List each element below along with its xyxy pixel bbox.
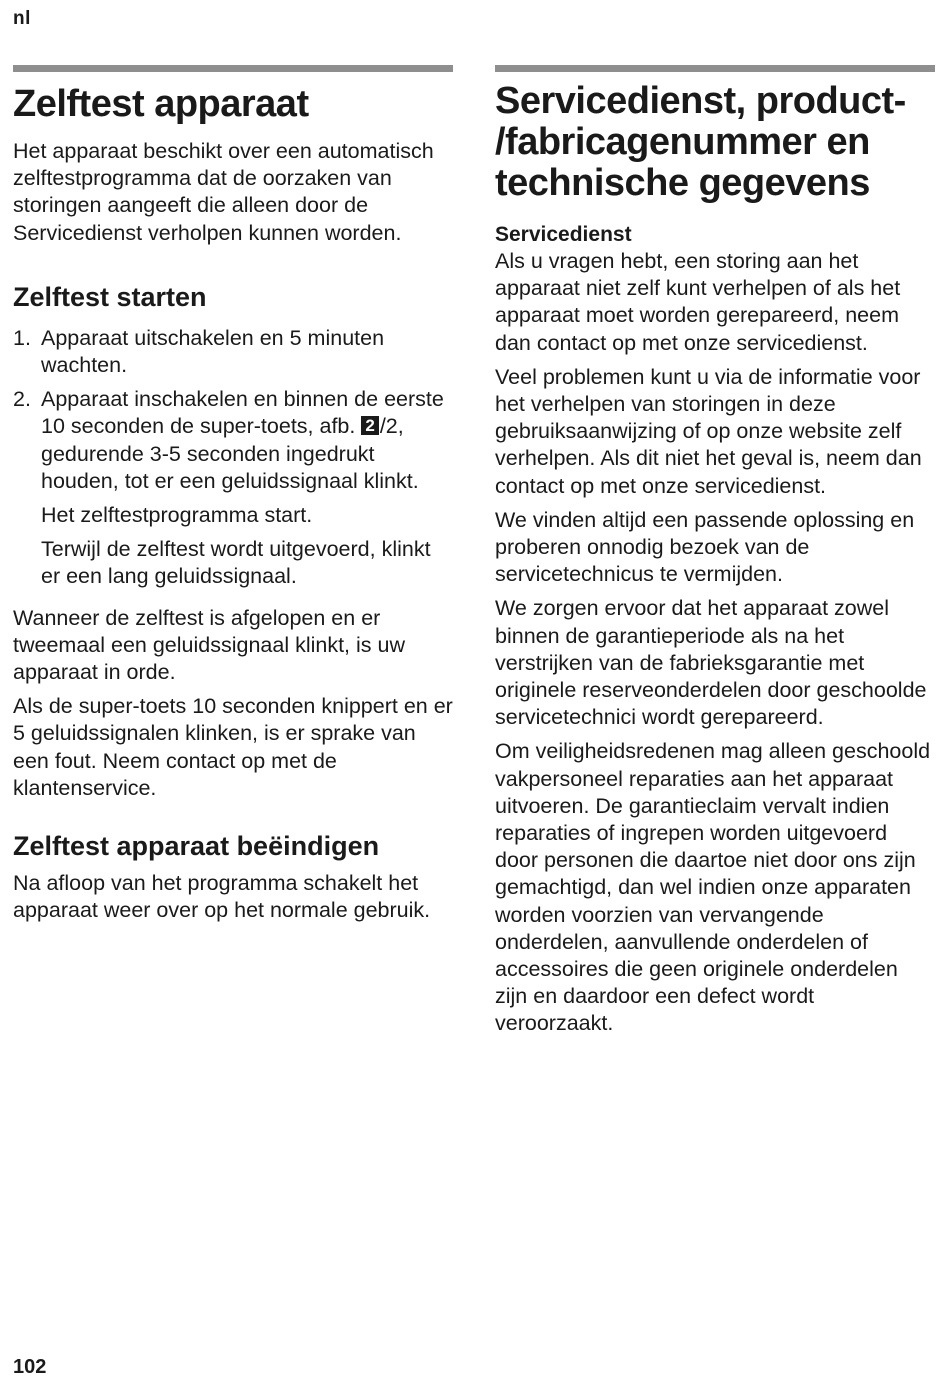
step-text-continued: /2, gedurende 3-5 seconden ingedrukt houden, tot er een geluidssignaal klinkt. [41,414,419,493]
step-item [13,386,453,495]
service-paragraph: We vinden altijd een passende oplossing en proberen onnodig bezoek van de servicetechnicus te vermijden. [495,507,915,587]
service-paragraph: We zorgen ervoor dat het apparaat zowel binnen de garantieperiode als na het verstrijken van de fabrieksgarantie met originele reserveonderdelen door geschoolde servicetechnici wordt gerepareerd. [495,596,927,730]
step-note: Terwijl de zelftest wordt uitgevoerd, klinkt er een lang geluidssignaal. [41,537,431,589]
start-heading: Zelftest starten [13,281,207,312]
service-title-line: technische gegevens [495,162,870,204]
section-rule [13,65,453,72]
service-paragraph: Om veiligheidsredenen mag alleen geschoold vakpersoneel reparaties aan het apparaat uitvoeren. De garantieclaim vervalt indien reparaties of ingrepen worden uitgevoerd door personen die daartoe niet door ons zijn gemachtigd, dan wel indien onze apparaten worden voorzien van vervangende onderdelen, aanvullende onderdelen of accessoires die geen originele onderdelen zijn en daardoor een defect wordt veroorzaakt. [495,739,931,1036]
page-number: 102 [13,1356,47,1378]
service-paragraph: Als u vragen hebt, een storing aan het apparaat niet zelf kunt verhelpen of als het apparaat moet worden gerepareerd, neem dan contact op met onze servicedienst. [495,249,901,355]
end-heading: Zelftest apparaat beëindigen [13,831,380,862]
service-subheading: Servicedienst [495,223,632,246]
step-text: Apparaat uitschakelen en 5 minuten wachten. [41,325,385,378]
start-steps-list [13,325,453,495]
end-text: Na afloop van het programma schakelt het apparaat weer over op het normale gebruik. [13,871,431,923]
service-section [495,65,935,1045]
section-rule [495,65,935,72]
service-paragraph: Veel problemen kunt u via de informatie voor het verhelpen van storingen in deze gebruiksaanwijzing of op onze website zelf verhelpen. Als dit niet het geval is, neem dan contact op met onze servicedienst. [495,364,922,498]
service-title-line: Servicedienst, product- [495,80,906,122]
step-number: 1. [13,325,31,350]
result-fault-text: Als de super-toets 10 seconden knippert en er 5 geluidssignalen klinken, is er sprake van een fout. Neem contact op met de klantenservice. [13,694,453,800]
service-title [495,81,935,204]
step-text: Apparaat inschakelen en binnen de eerste 10 seconden de super-toets, afb. [41,387,444,439]
language-label: nl [13,8,31,29]
step-number: 2. [13,387,31,412]
step-note: Het zelftestprogramma start. [41,503,313,528]
figure-reference-badge: 2 [361,416,378,435]
service-title-line: /fabricagenummer en [495,121,870,163]
self-test-title: Zelftest apparaat [13,83,309,125]
result-ok-text: Wanneer de zelftest is afgelopen en er tweemaal een geluidssignaal klinkt, is uw apparaat in orde. [13,605,405,685]
step-item [13,325,453,379]
self-test-intro: Het apparaat beschikt over een automatisch zelftestprogramma dat de oorzaken van storingen aangeeft die alleen door de Servicedienst verholpen kunnen worden. [13,139,434,245]
self-test-section [13,65,453,931]
